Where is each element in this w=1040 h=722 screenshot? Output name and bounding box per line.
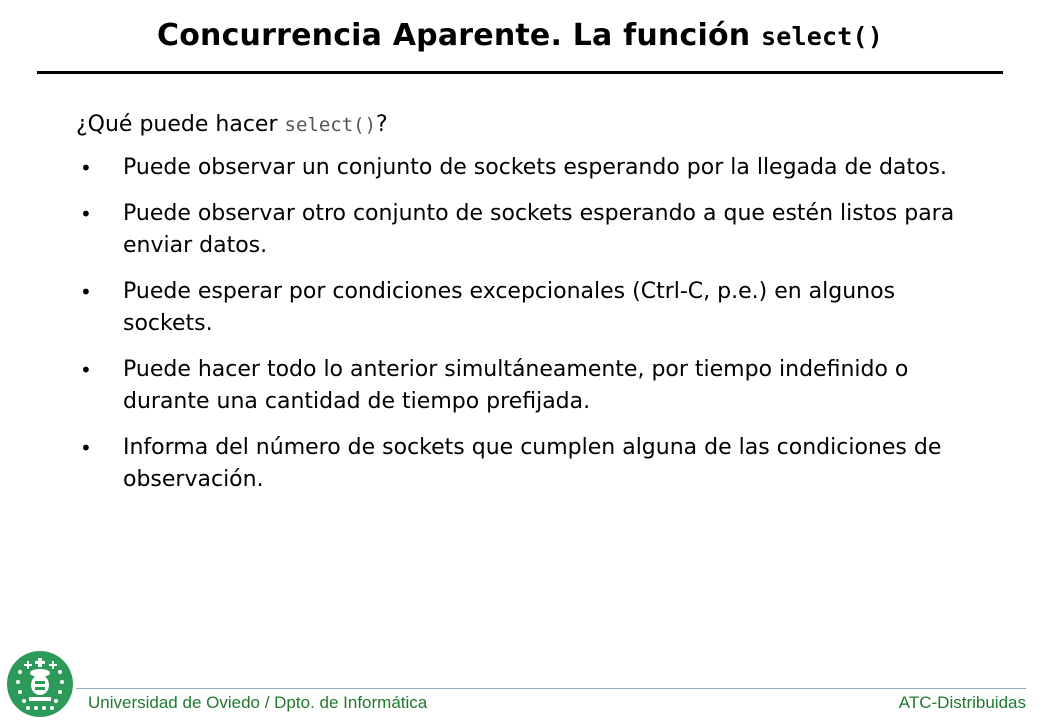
bullet-dot: • bbox=[80, 202, 92, 226]
bullet-dot: • bbox=[80, 358, 92, 382]
bullet-text: Puede hacer todo lo anterior simultáneamente, por tiempo indefinido o durante una cantidad de tiempo prefijada. bbox=[123, 357, 909, 414]
slide-content bbox=[76, 108, 976, 510]
bullet-item bbox=[76, 276, 976, 340]
bullet-item bbox=[76, 152, 976, 184]
slide-title bbox=[0, 18, 1040, 53]
bullet-dot: • bbox=[80, 156, 92, 180]
intro-suffix: ? bbox=[376, 112, 388, 137]
bullet-dot: • bbox=[80, 280, 92, 304]
bullet-text: Informa del número de sockets que cumplen alguna de las condiciones de observación. bbox=[123, 435, 942, 492]
bullet-dot: • bbox=[80, 436, 92, 460]
bullet-text: Puede observar otro conjunto de sockets esperando a que estén listos para enviar datos. bbox=[123, 201, 955, 258]
bullet-list bbox=[76, 152, 976, 496]
footer-institution: Universidad de Oviedo / Dpto. de Informática bbox=[88, 693, 428, 712]
footer-course: ATC-Distribuidas bbox=[898, 693, 1026, 712]
intro-question bbox=[76, 108, 976, 142]
slide-title-text: Concurrencia Aparente. La función bbox=[156, 18, 761, 53]
slide-title-code: select() bbox=[760, 22, 883, 51]
bullet-text: Puede observar un conjunto de sockets esperando por la llegada de datos. bbox=[123, 155, 947, 180]
title-divider bbox=[37, 71, 1003, 74]
university-seal-icon bbox=[6, 650, 74, 718]
bullet-item bbox=[76, 432, 976, 496]
bullet-text: Puede esperar por condiciones excepcionales (Ctrl-C, p.e.) en algunos sockets. bbox=[123, 279, 896, 336]
intro-code: select() bbox=[284, 114, 377, 136]
bullet-item bbox=[76, 354, 976, 418]
intro-prefix: ¿Qué puede hacer bbox=[76, 112, 285, 137]
bullet-item bbox=[76, 198, 976, 262]
footer-divider bbox=[76, 688, 1026, 689]
